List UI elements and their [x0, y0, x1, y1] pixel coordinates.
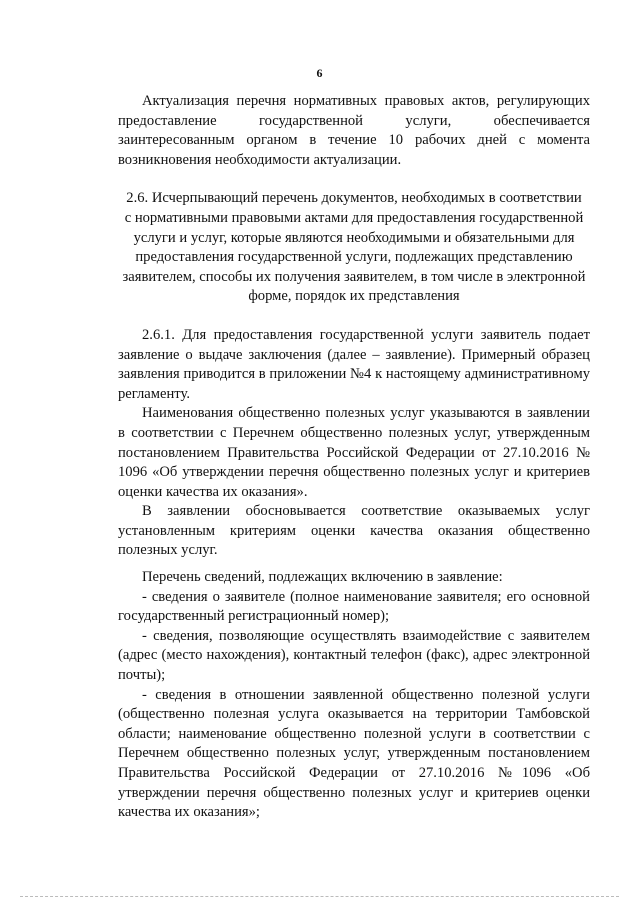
scan-edge-line [20, 896, 619, 898]
paragraph-actualization: Актуализация перечня нормативных правовых актов, регулирующих предоставление государственной услуги, обеспечивается заинтересованным органом в течение 10 рабочих дней с момента возникновения необходимости актуализации. [118, 93, 590, 168]
list-item-service-info: - сведения в отношении заявленной общественно полезной услуги (общественно полезная услуга оказывается на территории Тамбовской области; наименование общественно полезной услуги в соответствии с Перечнем общественно полезных услуг, утвержденным постановлением Правительства Российской Федерации от 27.10.2016 №1096 «Об утверждении перечня общественно полезных услуг и критериев оценки качества их оказания»; [118, 686, 590, 821]
paragraph-2-6-1: 2.6.1. Для предоставления государственной услуги заявитель подает заявление о выдаче заключения (далее – заявление). Примерный образец заявления приводится в приложении №4 к настоящему административному регламенту. [118, 326, 590, 402]
page-number: 6 [316, 66, 323, 80]
document-body [118, 92, 590, 823]
paragraph-list-intro: Перечень сведений, подлежащих включению в заявление: [142, 569, 503, 586]
list-item-applicant-info: - сведения о заявителе (полное наименование заявителя; его основной государственный регистрационный номер); [118, 588, 590, 625]
paragraph-service-names: Наименования общественно полезных услуг указываются в заявлении в соответствии с Перечнем общественно полезных услуг, утвержденным постановлением Правительства Российской Федерации от 27.10.2016 № 1096 «Об утверждении перечня общественно полезных услуг и критериев оценки качества их оказания». [118, 405, 590, 500]
list-item-contact-info: - сведения, позволяющие осуществлять взаимодействие с заявителем (адрес (место нахождения), контактный телефон (факс), адрес электронной почты); [118, 627, 590, 684]
paragraph-justification: В заявлении обосновывается соответствие оказываемых услуг установленным критериям оценки качества оказания общественно полезных услуг. [118, 503, 590, 559]
section-heading-2-6: 2.6. Исчерпывающий перечень документов, необходимых в соответствии с нормативными правовыми актами для предоставления государственной услуги и услуг, которые являются необходимыми и обязательными для предоставления государственной услуги, подлежащих представлению заявителем, способы их получения заявителем, в том числе в электронной форме, порядок их представления [122, 190, 586, 305]
